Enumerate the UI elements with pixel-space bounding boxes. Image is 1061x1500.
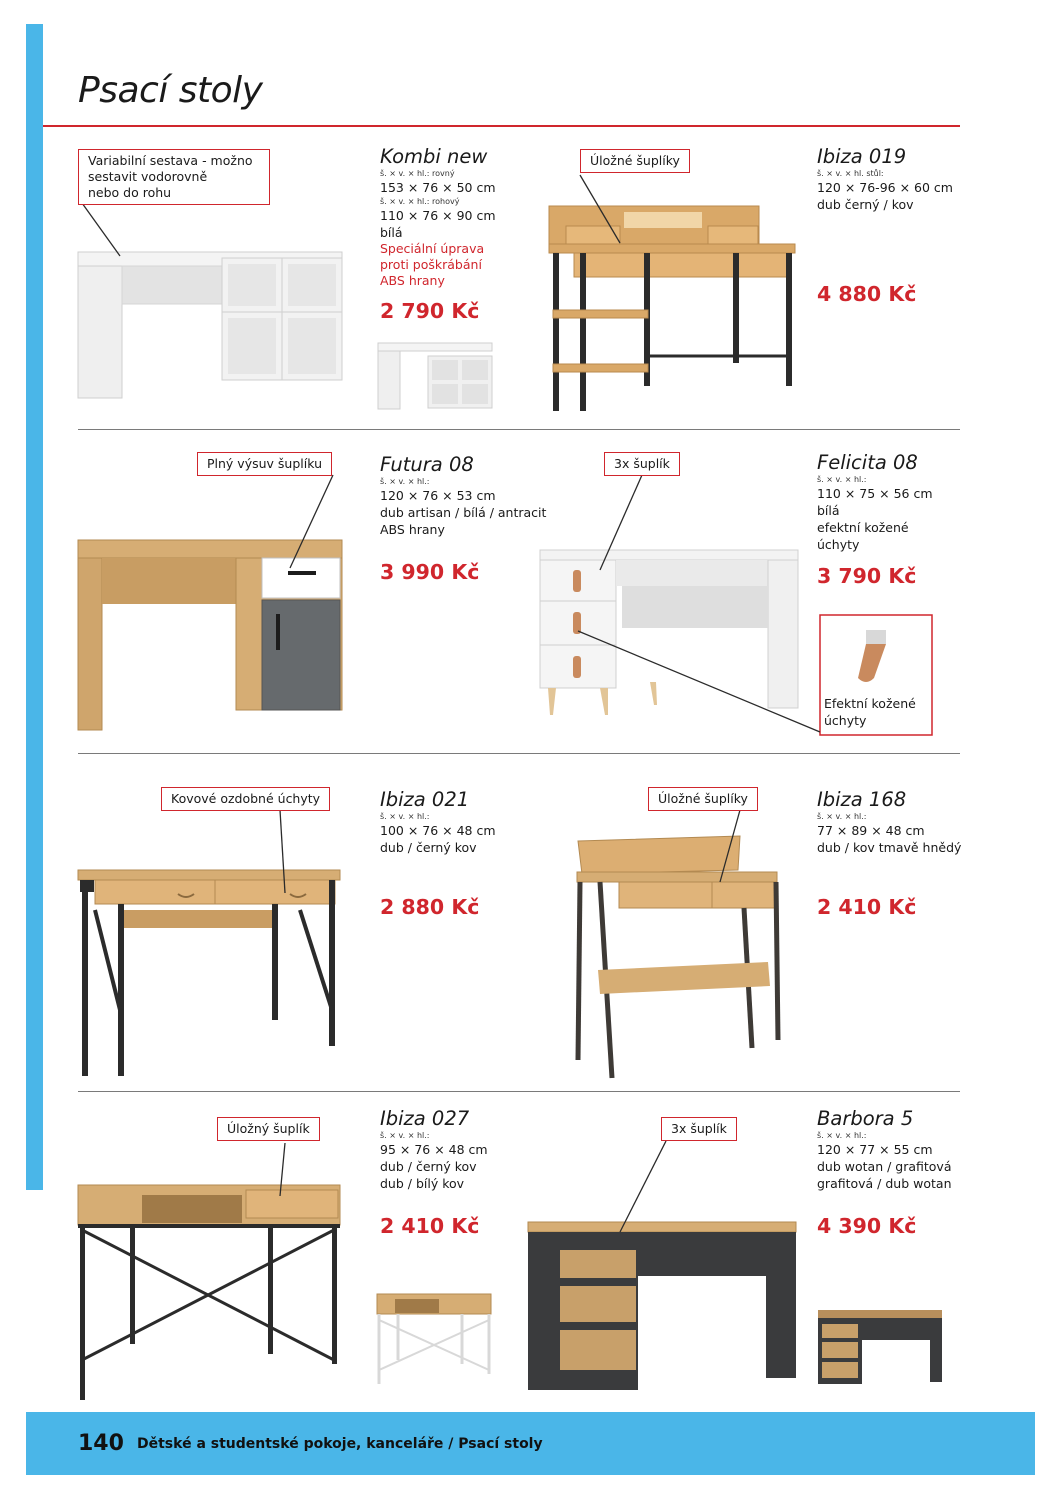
kombi-new-price: 2 790 Kč	[380, 299, 480, 323]
dimensions: 120 × 77 × 55 cm	[817, 1142, 933, 1157]
futura-08-callout: Plný výsuv šuplíku	[197, 452, 332, 476]
dimensions: 120 × 76 × 53 cm	[380, 488, 496, 503]
felicita-08-desk-image	[540, 550, 798, 715]
feature: ABS hrany	[380, 522, 445, 537]
ibiza-021-callout: Kovové ozdobné úchyty	[161, 787, 330, 811]
color-variant: dub / černý kov	[380, 840, 477, 855]
ibiza-019-price: 4 880 Kč	[817, 282, 917, 306]
ibiza-027-price: 2 410 Kč	[380, 1214, 480, 1238]
detail-line: úchyty	[824, 713, 867, 728]
ibiza-021-info	[380, 788, 496, 856]
footer-breadcrumb: Dětské a studentské pokoje, kanceláře / Psací stoly	[137, 1436, 543, 1452]
dimensions: 110 × 76 × 90 cm	[380, 208, 496, 223]
color-variant: dub / kov tmavě hnědý	[817, 840, 962, 855]
product-name: Futura 08	[380, 453, 474, 476]
barbora-5-price: 4 390 Kč	[817, 1214, 917, 1238]
ibiza-027-callout: Úložný šuplík	[217, 1117, 320, 1141]
product-name: Ibiza 021	[380, 788, 470, 811]
kombi-new-callout	[78, 149, 270, 205]
special-feature: proti poškrábání	[380, 257, 482, 272]
callout-line: sestavit vodorovně	[88, 169, 208, 184]
color-variant: dub wotan / grafitová	[817, 1159, 952, 1174]
dimensions: 100 × 76 × 48 cm	[380, 823, 496, 838]
product-name: Felicita 08	[817, 451, 918, 474]
ibiza-019-callout: Úložné šuplíky	[580, 149, 690, 173]
ibiza-168-info	[817, 788, 961, 856]
detail-line: Efektní kožené	[824, 696, 916, 711]
page-title: Psací stoly	[78, 70, 263, 111]
dimensions: 77 × 89 × 48 cm	[817, 823, 925, 838]
dimension-label: š. × v. × hl.: rohový	[380, 197, 460, 206]
feature: efektní kožené	[817, 520, 909, 535]
product-name: Ibiza 027	[380, 1107, 470, 1130]
ibiza-027-white-variant-image	[377, 1294, 491, 1384]
dimension-label: š. × v. × hl.:	[817, 475, 867, 484]
dimension-label: š. × v. × hl.:	[380, 1131, 430, 1140]
dimension-label: š. × v. × hl.:	[817, 1131, 867, 1140]
callout-line: Variabilní sestava - možno	[88, 153, 253, 168]
product-name: Kombi new	[380, 145, 488, 168]
page-number: 140	[78, 1431, 124, 1456]
felicita-08-info	[817, 451, 933, 553]
felicita-08-detail-caption	[824, 695, 916, 729]
ibiza-027-desk-image	[78, 1185, 340, 1400]
callout-leader-lines	[82, 175, 820, 1232]
ibiza-168-desk-image	[577, 836, 778, 1078]
product-name: Ibiza 019	[817, 145, 907, 168]
dimensions: 110 × 75 × 56 cm	[817, 486, 933, 501]
dimension-label: š. × v. × hl.: rovný	[380, 169, 455, 178]
color-variant: dub / bílý kov	[380, 1176, 465, 1191]
dimensions: 95 × 76 × 48 cm	[380, 1142, 488, 1157]
felicita-08-callout: 3x šuplík	[604, 452, 680, 476]
barbora-5-callout: 3x šuplík	[661, 1117, 737, 1141]
special-feature: ABS hrany	[380, 273, 445, 288]
ibiza-019-info	[817, 145, 953, 213]
dimension-label: š. × v. × hl.:	[380, 812, 430, 821]
futura-08-desk-image	[78, 540, 342, 730]
ibiza-168-price: 2 410 Kč	[817, 895, 917, 919]
kombi-new-corner-image	[378, 343, 492, 409]
dimension-label: š. × v. × hl. stůl:	[817, 169, 884, 178]
barbora-5-desk-image	[528, 1222, 796, 1390]
kombi-new-info	[380, 145, 496, 289]
kombi-new-desk-image	[78, 252, 342, 398]
barbora-5-small-image	[818, 1310, 942, 1384]
dimension-label: š. × v. × hl.:	[817, 812, 867, 821]
product-name: Ibiza 168	[817, 788, 907, 811]
ibiza-168-callout: Úložné šuplíky	[648, 787, 758, 811]
felicita-08-price: 3 790 Kč	[817, 564, 917, 588]
special-feature: Speciální úprava	[380, 241, 485, 256]
product-name: Barbora 5	[817, 1107, 914, 1130]
color-variant: dub / černý kov	[380, 1159, 477, 1174]
dimensions: 153 × 76 × 50 cm	[380, 180, 496, 195]
futura-08-price: 3 990 Kč	[380, 560, 480, 584]
callout-line: nebo do rohu	[88, 185, 172, 200]
color-variant: dub černý / kov	[817, 197, 914, 212]
color-variant: grafitová / dub wotan	[817, 1176, 952, 1191]
color-variant: bílá	[380, 225, 403, 240]
dimension-label: š. × v. × hl.:	[380, 477, 430, 486]
dimensions: 120 × 76-96 × 60 cm	[817, 180, 953, 195]
barbora-5-info	[817, 1107, 952, 1192]
ibiza-019-desk-image	[549, 206, 795, 411]
color-variant: bílá	[817, 503, 840, 518]
futura-08-info	[380, 453, 546, 538]
ibiza-027-info	[380, 1107, 488, 1192]
ibiza-021-price: 2 880 Kč	[380, 895, 480, 919]
feature: úchyty	[817, 537, 860, 552]
ibiza-021-desk-image	[78, 870, 340, 1076]
color-variant: dub artisan / bílá / antracit	[380, 505, 547, 520]
